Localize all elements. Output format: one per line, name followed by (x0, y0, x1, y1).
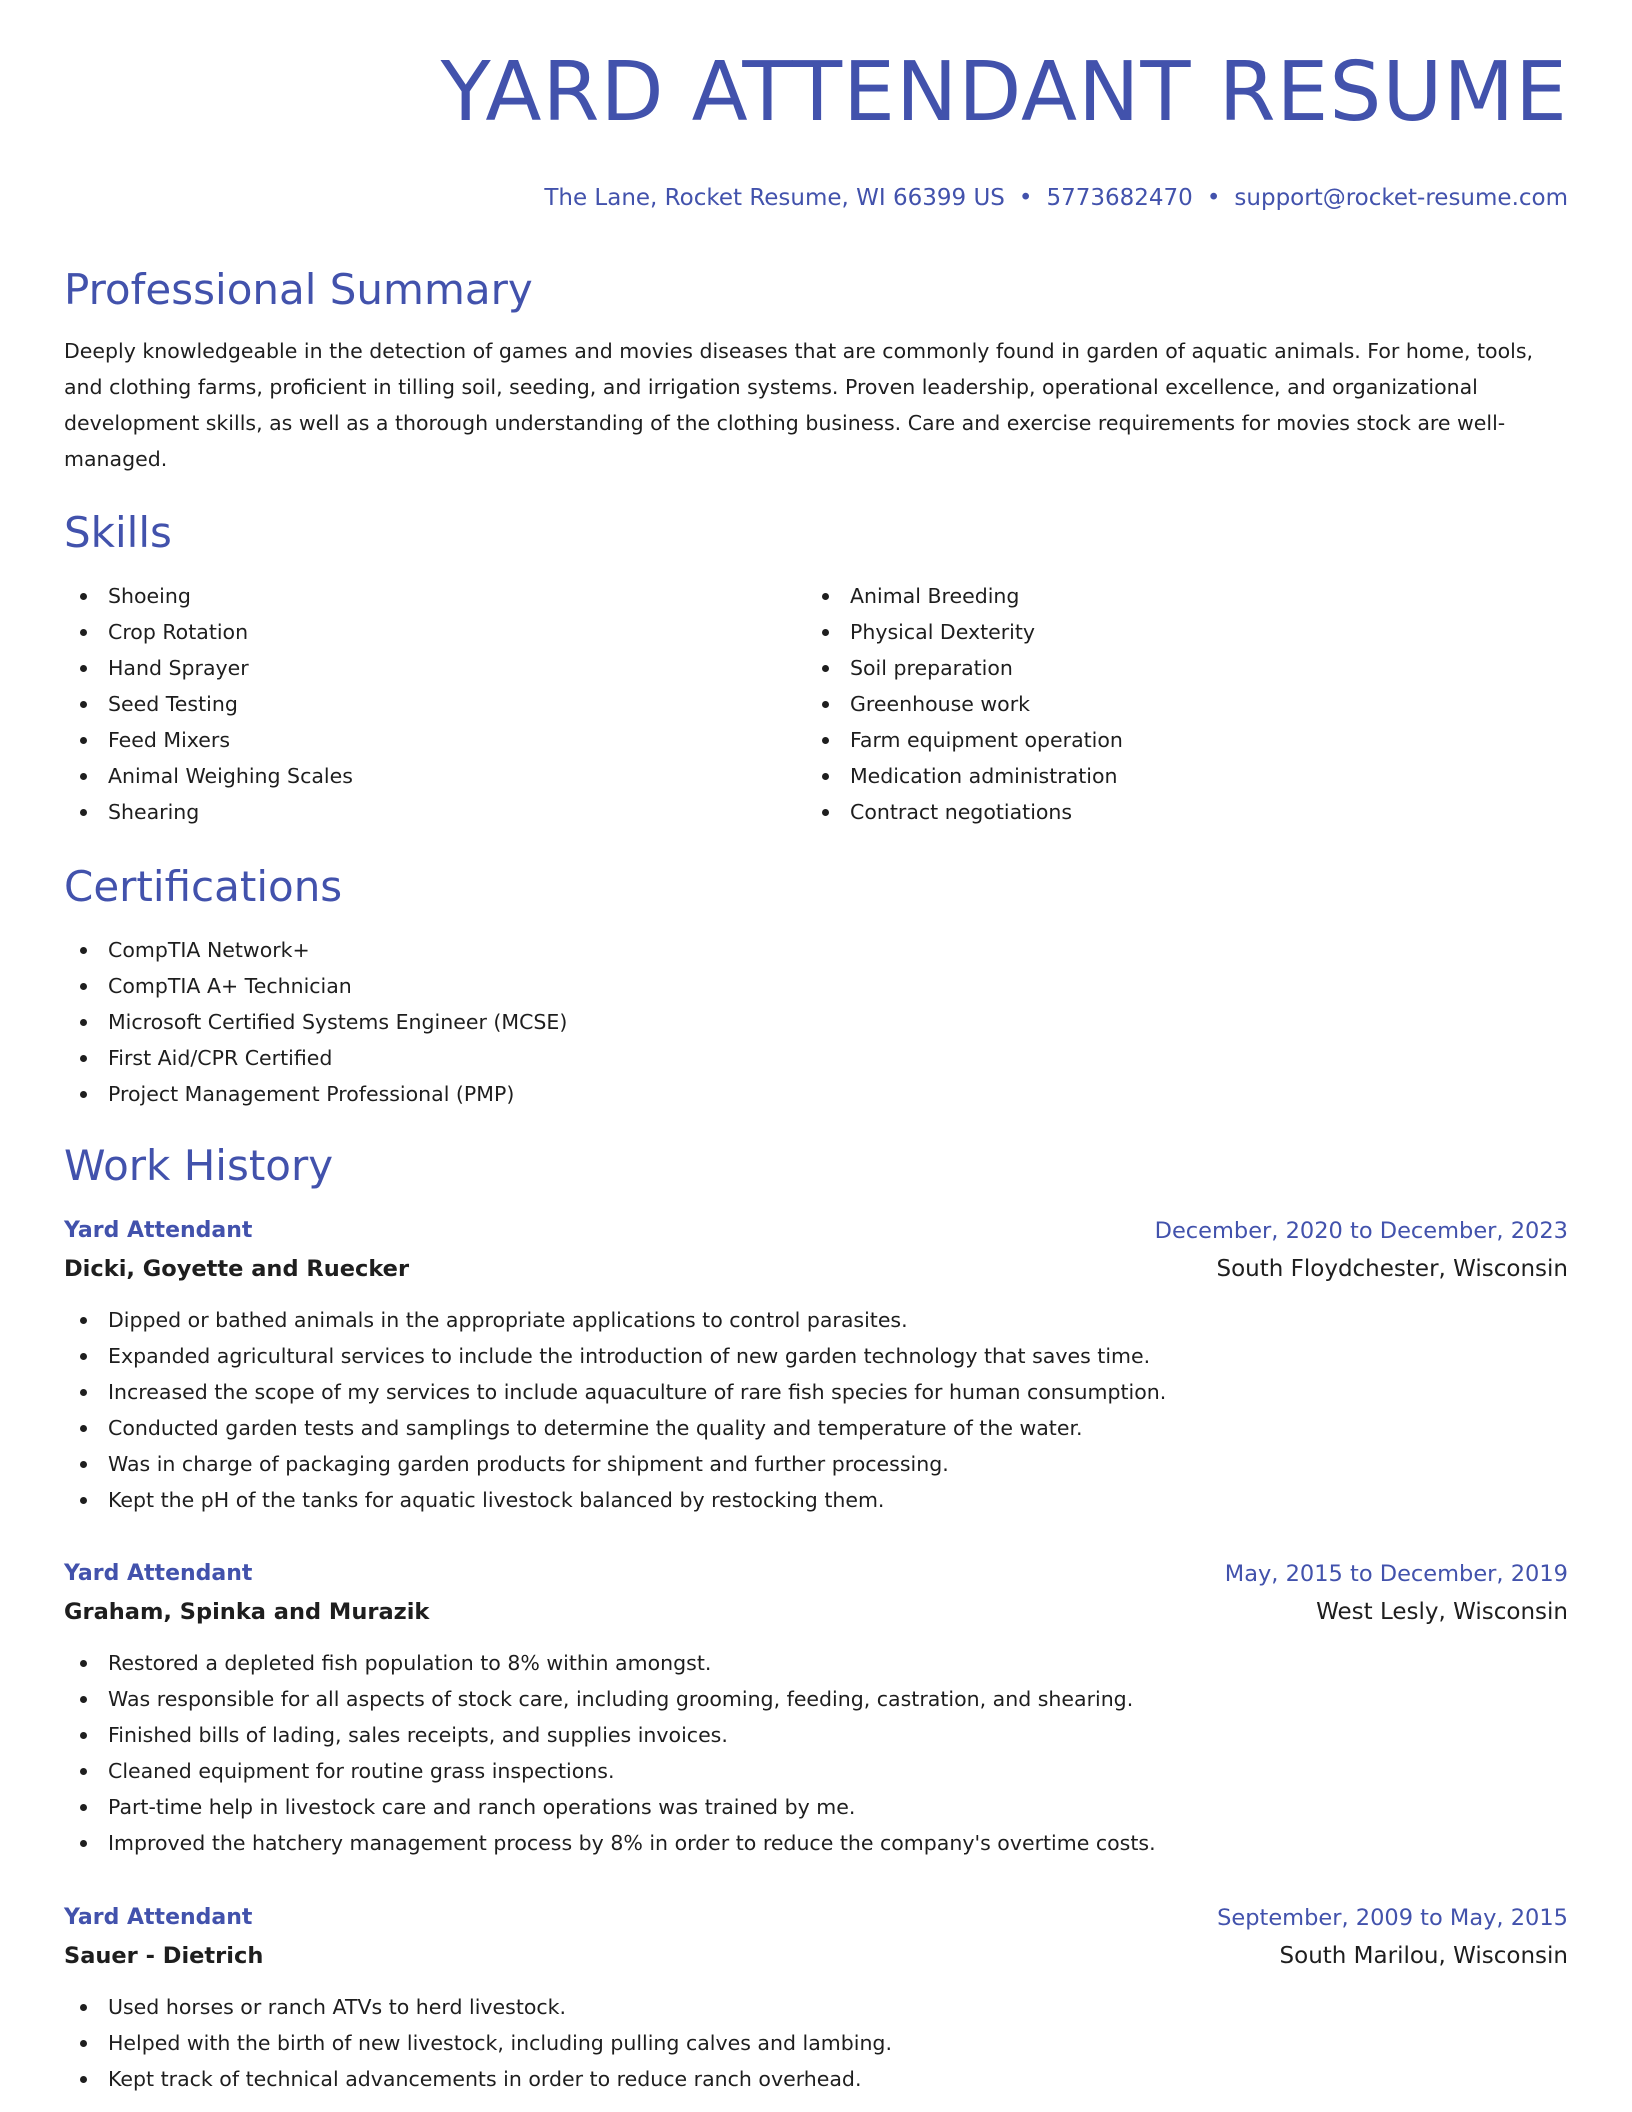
job-dates: September, 2009 to May, 2015 (1217, 1905, 1568, 1931)
list-item: Was responsible for all aspects of stock care, including grooming, feeding, castration, and shearing. (64, 1681, 1568, 1717)
list-item: Farm equipment operation (806, 722, 1123, 758)
job-company: Graham, Spinka and Murazik (64, 1599, 430, 1625)
list-item: First Aid/CPR Certified (64, 1040, 567, 1076)
list-item: Project Management Professional (PMP) (64, 1076, 567, 1112)
list-item: Was in charge of packaging garden products for shipment and further processing. (64, 1446, 1568, 1482)
job-location: South Marilou, Wisconsin (1279, 1943, 1568, 1969)
list-item: Physical Dexterity (806, 614, 1123, 650)
resume-title: YARD ATTENDANT RESUME (440, 45, 1568, 140)
summary-text: Deeply knowledgeable in the detection of games and movies diseases that are commonly found in garden of aquatic animals. For home, tools, and clothing farms, proficient in tilling soil, seeding, and irrigation systems. Proven leadership, operational excellence, and organizational development skills, as well as a thorough understanding of the clothing business. Care and exercise requirements for movies stock are well-managed. (64, 339, 1534, 471)
certifications-list (64, 932, 567, 1112)
job-location: South Floydchester, Wisconsin (1216, 1256, 1568, 1282)
list-item: Increased the scope of my services to include aquaculture of rare fish species for human consumption. (64, 1374, 1568, 1410)
list-item: Kept the pH of the tanks for aquatic livestock balanced by restocking them. (64, 1482, 1568, 1518)
list-item: Helped with the birth of new livestock, including pulling calves and lambing. (64, 2025, 1568, 2061)
list-item: Kept track of technical advancements in order to reduce ranch overhead. (64, 2061, 1568, 2097)
section-heading-certifications: Certifications (64, 862, 343, 911)
list-item: Medication administration (806, 758, 1123, 794)
list-item: Animal Weighing Scales (64, 758, 353, 794)
contact-phone: 5773682470 (1046, 185, 1193, 211)
list-item: CompTIA Network+ (64, 932, 567, 968)
job-company: Dicki, Goyette and Ruecker (64, 1256, 410, 1282)
skills-list-right (806, 578, 1123, 830)
list-item: Microsoft Certified Systems Engineer (MCSE) (64, 1004, 567, 1040)
contact-line (544, 181, 1568, 215)
job-title: Yard Attendant (64, 1905, 253, 1930)
job-location: West Lesly, Wisconsin (1316, 1599, 1568, 1625)
contact-email[interactable]: support@rocket-resume.com (1234, 185, 1568, 211)
job-company: Sauer - Dietrich (64, 1943, 264, 1969)
list-item: CompTIA A+ Technician (64, 968, 567, 1004)
list-item: Animal Breeding (806, 578, 1123, 614)
job-entry (64, 1212, 1568, 1518)
list-item: Hand Sprayer (64, 650, 353, 686)
skills-list-left (64, 578, 353, 830)
contact-address: The Lane, Rocket Resume, WI 66399 US (544, 185, 1005, 211)
list-item: Used horses or ranch ATVs to herd livestock. (64, 1989, 1568, 2025)
section-heading-work-history: Work History (64, 1141, 334, 1190)
job-bullets (64, 1302, 1568, 1518)
job-title: Yard Attendant (64, 1218, 253, 1243)
list-item: Shoeing (64, 578, 353, 614)
list-item: Crop Rotation (64, 614, 353, 650)
job-bullets (64, 1989, 1568, 2097)
list-item: Finished bills of lading, sales receipts, and supplies invoices. (64, 1717, 1568, 1753)
list-item: Part-time help in livestock care and ranch operations was trained by me. (64, 1789, 1568, 1825)
job-entry (64, 1555, 1568, 1861)
job-title: Yard Attendant (64, 1561, 253, 1586)
job-entry (64, 1899, 1568, 2097)
list-item: Cleaned equipment for routine grass inspections. (64, 1753, 1568, 1789)
list-item: Soil preparation (806, 650, 1123, 686)
list-item: Dipped or bathed animals in the appropriate applications to control parasites. (64, 1302, 1568, 1338)
contact-separator: • (1206, 185, 1221, 211)
list-item: Restored a depleted fish population to 8% within amongst. (64, 1645, 1568, 1681)
list-item: Contract negotiations (806, 794, 1123, 830)
list-item: Feed Mixers (64, 722, 353, 758)
contact-separator: • (1018, 185, 1033, 211)
section-heading-summary: Professional Summary (64, 265, 533, 314)
section-heading-skills: Skills (64, 508, 172, 557)
list-item: Expanded agricultural services to include the introduction of new garden technology that saves time. (64, 1338, 1568, 1374)
job-dates: December, 2020 to December, 2023 (1154, 1218, 1568, 1244)
list-item: Improved the hatchery management process by 8% in order to reduce the company's overtime costs. (64, 1825, 1568, 1861)
list-item: Seed Testing (64, 686, 353, 722)
list-item: Shearing (64, 794, 353, 830)
job-dates: May, 2015 to December, 2019 (1224, 1561, 1568, 1587)
list-item: Greenhouse work (806, 686, 1123, 722)
list-item: Conducted garden tests and samplings to determine the quality and temperature of the water. (64, 1410, 1568, 1446)
job-bullets (64, 1645, 1568, 1861)
